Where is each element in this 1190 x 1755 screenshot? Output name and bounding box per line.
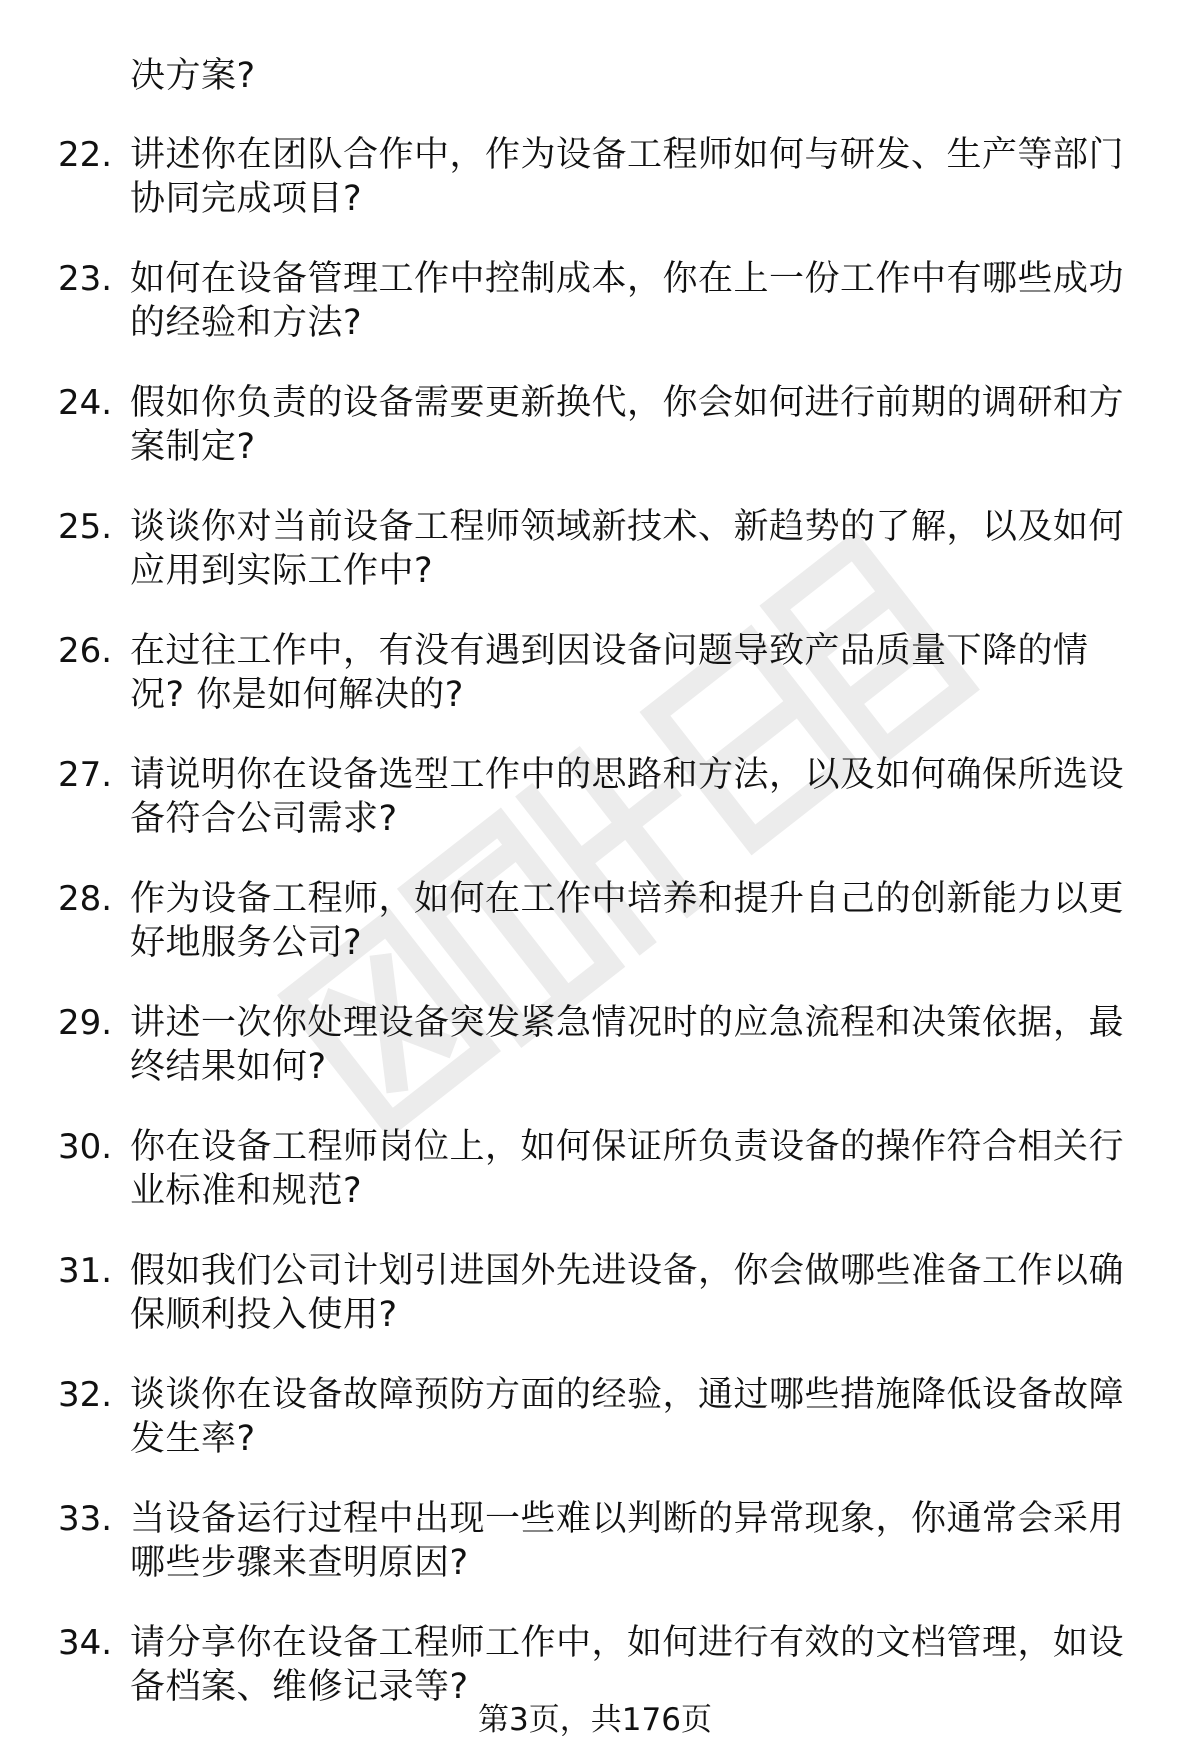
question-number: 33. [58, 1499, 113, 1539]
question-item [0, 133, 1190, 257]
question-line: 假如我们公司计划引进国外先进设备，你会做哪些准备工作以确 [130, 1251, 1125, 1291]
question-item [0, 257, 1190, 381]
question-line: 应用到实际工作中? [130, 551, 434, 591]
question-line: 况? 你是如何解决的? [130, 675, 464, 715]
question-number: 27. [58, 755, 113, 795]
question-line: 假如你负责的设备需要更新换代，你会如何进行前期的调研和方 [130, 383, 1125, 423]
question-number: 31. [58, 1251, 113, 1291]
question-number: 22. [58, 135, 113, 175]
question-line: 当设备运行过程中出现一些难以判断的异常现象，你通常会采用 [130, 1499, 1125, 1539]
question-line: 如何在设备管理工作中控制成本，你在上一份工作中有哪些成功 [130, 259, 1125, 299]
question-text [130, 1125, 1150, 1213]
question-number: 34. [58, 1623, 113, 1663]
question-line: 的经验和方法? [130, 303, 363, 343]
question-line: 备符合公司需求? [130, 799, 398, 839]
question-line: 请分享你在设备工程师工作中，如何进行有效的文档管理，如设 [130, 1623, 1125, 1663]
question-text [130, 381, 1150, 469]
question-item [0, 877, 1190, 1001]
question-text [130, 877, 1150, 965]
question-item [0, 1125, 1190, 1249]
question-line: 你在设备工程师岗位上，如何保证所负责设备的操作符合相关行 [130, 1127, 1125, 1167]
question-number: 26. [58, 631, 113, 671]
question-number: 32. [58, 1375, 113, 1415]
question-number: 29. [58, 1003, 113, 1043]
question-text [130, 133, 1150, 221]
question-number: 28. [58, 879, 113, 919]
question-text [130, 629, 1150, 717]
question-line: 谈谈你对当前设备工程师领域新技术、新趋势的了解，以及如何 [130, 507, 1125, 547]
question-line: 在过往工作中，有没有遇到因设备问题导致产品质量下降的情 [130, 631, 1089, 671]
continuation-line: 决方案? [130, 56, 256, 96]
question-item [0, 381, 1190, 505]
question-line: 协同完成项目? [130, 179, 363, 219]
question-line: 讲述你在团队合作中，作为设备工程师如何与研发、生产等部门 [130, 135, 1125, 175]
question-line: 作为设备工程师，如何在工作中培养和提升自己的创新能力以更 [130, 879, 1125, 919]
question-item [0, 753, 1190, 877]
question-line: 谈谈你在设备故障预防方面的经验，通过哪些措施降低设备故障 [130, 1375, 1125, 1415]
question-text [130, 257, 1150, 345]
question-line: 请说明你在设备选型工作中的思路和方法，以及如何确保所选设 [130, 755, 1125, 795]
question-text [130, 753, 1150, 841]
question-line: 保顺利投入使用? [130, 1295, 398, 1335]
question-line: 案制定? [130, 427, 256, 467]
question-list [0, 133, 1190, 1745]
question-number: 23. [58, 259, 113, 299]
question-item [0, 1249, 1190, 1373]
question-text [130, 505, 1150, 593]
question-text [130, 1249, 1150, 1337]
question-text [130, 1621, 1150, 1709]
question-line: 备档案、维修记录等? [130, 1667, 469, 1707]
question-number: 30. [58, 1127, 113, 1167]
question-number: 25. [58, 507, 113, 547]
question-item [0, 505, 1190, 629]
question-item [0, 1373, 1190, 1497]
question-number: 24. [58, 383, 113, 423]
question-line: 终结果如何? [130, 1047, 327, 1087]
question-text [130, 1497, 1150, 1585]
question-item [0, 1497, 1190, 1621]
page-footer: 第3页，共176页 [478, 1702, 712, 1738]
question-line: 发生率? [130, 1419, 256, 1459]
question-line: 好地服务公司? [130, 923, 363, 963]
question-item [0, 629, 1190, 753]
question-item [0, 1001, 1190, 1125]
question-text [130, 1373, 1150, 1461]
question-text [130, 1001, 1150, 1089]
question-line: 业标准和规范? [130, 1171, 363, 1211]
question-line: 讲述一次你处理设备突发紧急情况时的应急流程和决策依据，最 [130, 1003, 1125, 1043]
question-line: 哪些步骤来查明原因? [130, 1543, 469, 1583]
